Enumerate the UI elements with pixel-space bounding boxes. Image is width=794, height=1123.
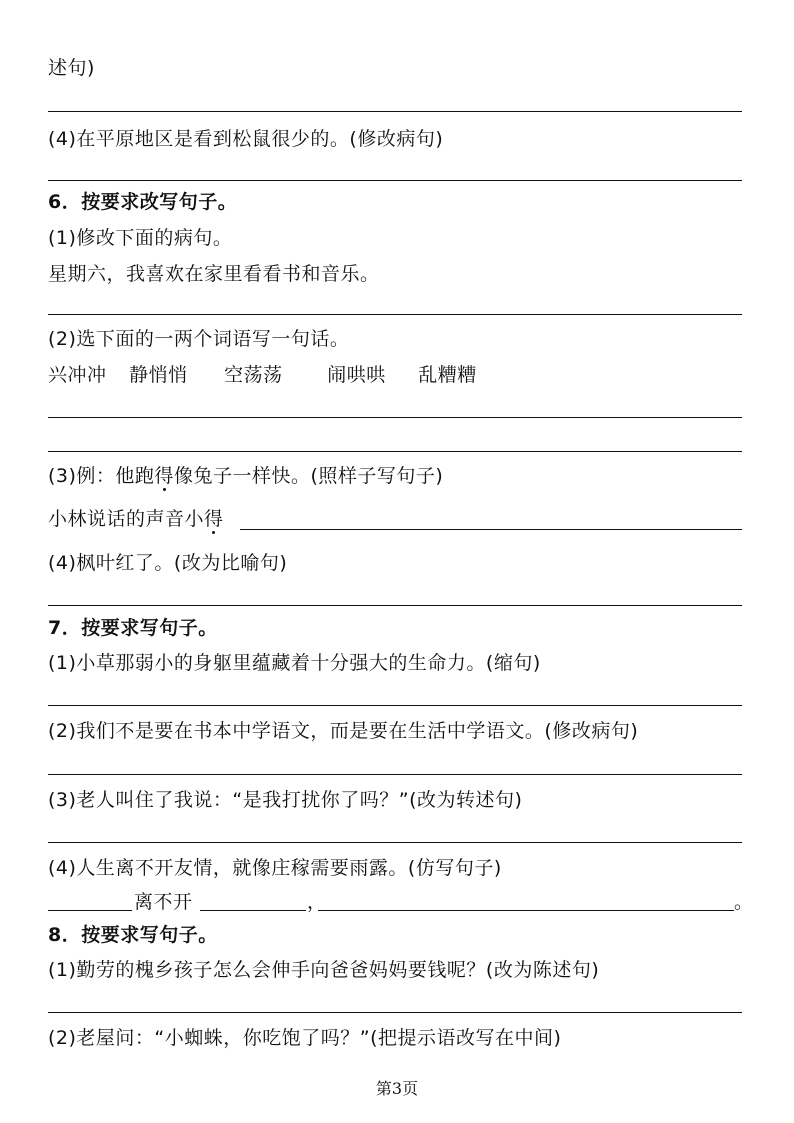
answer-line — [48, 180, 742, 181]
word-option: 乱糟糟 — [418, 364, 477, 386]
q6-item-1: (1)修改下面的病句。 — [48, 227, 233, 249]
q6-item-4: (4)枫叶红了。(改为比喻句) — [48, 552, 288, 574]
word-option: 闹哄哄 — [327, 364, 386, 386]
answer-line — [240, 529, 742, 530]
section-8-heading: 8．按要求写句子。 — [48, 924, 218, 946]
emphasis-char: 得 — [154, 465, 174, 487]
answer-line — [48, 314, 742, 315]
q6-item-3: (3)例：他跑得像兔子一样快。(照样子写句子) — [48, 465, 444, 487]
answer-line — [318, 910, 734, 911]
section-7-heading: 7．按要求写句子。 — [48, 617, 218, 639]
answer-line — [48, 451, 742, 452]
q7-item-4-mid: 离不开 — [134, 891, 193, 913]
continued-text: 述句) — [48, 57, 95, 79]
answer-line — [200, 910, 306, 911]
word-option: 空荡荡 — [224, 364, 283, 386]
page-number: 第3页 — [375, 1079, 419, 1098]
q7-item-4: (4)人生离不开友情，就像庄稼需要雨露。(仿写句子) — [48, 857, 502, 879]
answer-line — [48, 1012, 742, 1013]
q7-item-2: (2)我们不是要在书本中学语文，而是要在生活中学语文。(修改病句) — [48, 720, 639, 742]
q8-item-2: (2)老屋问：“小蜘蛛，你吃饱了吗？”(把提示语改写在中间) — [48, 1027, 562, 1049]
section-6-heading: 6．按要求改写句子。 — [48, 191, 238, 213]
answer-line — [48, 774, 742, 775]
emphasis-char: 得 — [204, 508, 224, 530]
q7-item-4-comma: ， — [307, 891, 327, 913]
answer-line — [48, 111, 742, 112]
q5-item-4: (4)在平原地区是看到松鼠很少的。(修改病句) — [48, 128, 444, 150]
q7-item-3: (3)老人叫住了我说：“是我打扰你了吗？”(改为转述句) — [48, 789, 523, 811]
answer-line — [48, 705, 742, 706]
q7-item-4-end: 。 — [734, 891, 754, 913]
word-option: 兴冲冲 — [48, 364, 107, 386]
answer-line — [48, 605, 742, 606]
answer-line — [48, 842, 742, 843]
q8-item-1: (1)勤劳的槐乡孩子怎么会伸手向爸爸妈妈要钱呢？(改为陈述句) — [48, 959, 600, 981]
answer-line — [48, 417, 742, 418]
q6-item-1-sentence: 星期六，我喜欢在家里看看书和音乐。 — [48, 263, 380, 285]
answer-line — [48, 910, 132, 911]
word-option: 静悄悄 — [129, 364, 188, 386]
q7-item-1: (1)小草那弱小的身躯里蕴藏着十分强大的生命力。(缩句) — [48, 652, 541, 674]
q6-item-3-prompt: 小林说话的声音小得 — [48, 508, 224, 530]
q6-word-list — [48, 363, 477, 387]
q6-item-2: (2)选下面的一两个词语写一句话。 — [48, 328, 350, 350]
